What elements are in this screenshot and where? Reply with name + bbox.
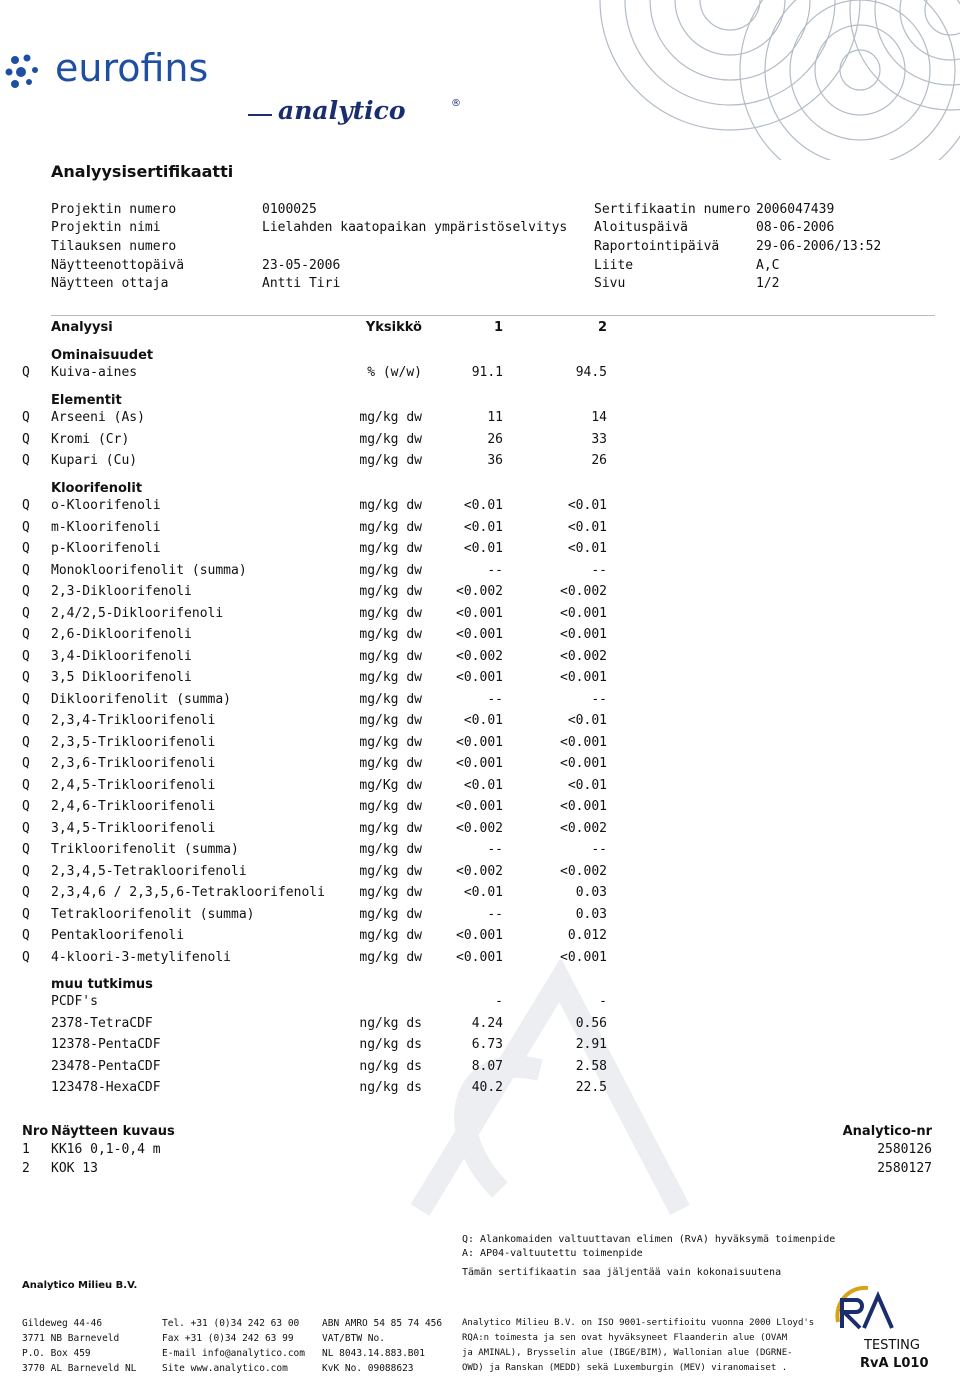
row-q-flag: Q	[22, 949, 30, 965]
row-q-flag: Q	[22, 648, 30, 664]
rva-testing: TESTING	[864, 1338, 920, 1353]
row-analysis-name: 2,3,4,5-Tetrakloorifenoli	[51, 863, 247, 879]
table-row	[0, 842, 960, 863]
table-row	[0, 692, 960, 713]
row-q-flag: Q	[22, 562, 30, 578]
row-unit: mg/kg dw	[359, 713, 422, 728]
footer-line: P.O. Box 459	[22, 1348, 91, 1359]
row-q-flag: Q	[22, 756, 30, 771]
row-q-flag: Q	[22, 627, 30, 642]
row-value-1: <0.002	[456, 648, 503, 664]
row-unit: mg/kg dw	[359, 648, 422, 664]
row-unit: mg/kg dw	[359, 842, 422, 857]
row-value-2: <0.001	[560, 670, 607, 685]
table-row	[0, 670, 960, 691]
row-value-1: <0.001	[456, 605, 503, 621]
row-analysis-name: 2,4/2,5-Dikloorifenoli	[51, 605, 224, 621]
table-row	[0, 756, 960, 777]
row-value-2: <0.01	[567, 541, 607, 556]
row-value-2: <0.001	[560, 756, 607, 771]
section-title: Kloorifenolit	[51, 481, 143, 496]
table-row	[0, 907, 960, 928]
row-analysis-name: Dikloorifenolit (summa)	[51, 691, 232, 707]
row-unit: mg/kg dw	[359, 670, 422, 685]
table-row	[0, 713, 960, 734]
footer-line: NL 8043.14.883.B01	[322, 1348, 425, 1359]
row-q-flag: Q	[22, 498, 30, 513]
table-row	[0, 928, 960, 949]
row-value-1: <0.001	[456, 756, 503, 771]
rva-code: RvA L010	[860, 1356, 929, 1371]
row-analysis-name: Arseeni (As)	[51, 410, 145, 425]
row-value-1: <0.001	[456, 799, 503, 814]
row-value-2: --	[591, 562, 607, 578]
row-analysis-name: Tetrakloorifenolit (summa)	[51, 906, 255, 922]
samples-nro-header: Nro	[22, 1124, 49, 1139]
row-analysis-name: 2,3,6-Trikloorifenoli	[51, 756, 216, 771]
row-analysis-name: 4-kloori-3-metylifenoli	[51, 949, 232, 965]
footer-line: VAT/BTW No.	[322, 1333, 385, 1344]
footer-line: KvK No. 09088623	[322, 1363, 414, 1374]
sample-code: 2580127	[877, 1161, 932, 1176]
row-analysis-name: 3,4-Dikloorifenoli	[51, 648, 192, 664]
row-analysis-name: 123478-HexaCDF	[51, 1080, 161, 1095]
row-value-2: 0.012	[567, 928, 607, 943]
row-analysis-name: 2,3,5-Trikloorifenoli	[51, 734, 216, 750]
row-value-1: <0.01	[463, 885, 503, 900]
row-q-flag: Q	[22, 928, 30, 943]
row-q-flag: Q	[22, 431, 30, 447]
table-row	[0, 365, 960, 386]
table-row	[0, 563, 960, 584]
meta-label: Aloituspäivä	[594, 220, 688, 235]
row-analysis-name: Monokloorifenolit (summa)	[51, 562, 247, 578]
note-q: Q: Alankomaiden valtuuttavan elimen (RvA) hyväksymä toimenpide	[462, 1234, 836, 1245]
row-q-flag: Q	[22, 777, 30, 793]
analytico-logo	[248, 98, 468, 128]
row-value-1: -	[495, 994, 503, 1009]
meta-value: A,C	[756, 258, 780, 273]
row-value-2: <0.001	[560, 799, 607, 814]
row-value-1: <0.01	[463, 519, 503, 535]
row-unit: mg/kg dw	[359, 584, 422, 599]
row-value-1: <0.001	[456, 949, 503, 965]
row-unit: ng/kg ds	[359, 1037, 422, 1052]
row-unit: mg/kg dw	[359, 799, 422, 814]
row-analysis-name: 3,5 Dikloorifenoli	[51, 670, 192, 685]
row-analysis-name: 2,3,4-Trikloorifenoli	[51, 713, 216, 728]
meta-value: Antti Tiri	[262, 276, 341, 291]
footer-line: 3771 NB Barneveld	[22, 1333, 120, 1344]
row-value-2: 2.58	[575, 1058, 607, 1074]
table-row	[0, 1037, 960, 1058]
sample-row	[0, 1161, 960, 1182]
row-unit: mg/kg dw	[359, 541, 422, 556]
meta-label: Sertifikaatin numero	[594, 202, 751, 217]
table-row	[0, 410, 960, 431]
row-value-2: <0.002	[560, 648, 607, 664]
footer-line: Gildeweg 44-46	[22, 1318, 103, 1329]
row-unit: mg/kg dw	[359, 734, 422, 750]
meta-label: Raportointipäivä	[594, 239, 720, 254]
sample-row	[0, 1142, 960, 1163]
table-row	[0, 627, 960, 648]
row-unit: mg/kg dw	[359, 453, 422, 468]
section-title: Elementit	[51, 393, 122, 408]
table-row	[0, 1059, 960, 1080]
row-value-2: <0.001	[560, 605, 607, 621]
registered-mark: ®	[451, 98, 461, 109]
row-q-flag: Q	[22, 365, 30, 380]
row-value-2: 0.03	[575, 906, 607, 922]
row-unit: mg/kg dw	[359, 691, 422, 707]
row-value-2: <0.01	[567, 777, 607, 793]
row-unit: ng/kg ds	[359, 1058, 422, 1074]
row-q-flag: Q	[22, 541, 30, 556]
footer-line: ABN AMRO 54 85 74 456	[322, 1318, 443, 1329]
row-unit: mg/kg dw	[359, 906, 422, 922]
row-analysis-name: 12378-PentaCDF	[51, 1037, 161, 1052]
row-value-2: 22.5	[575, 1080, 607, 1095]
row-unit: mg/kg dw	[359, 605, 422, 621]
row-value-1: 11	[487, 410, 503, 425]
row-value-1: 36	[487, 453, 503, 468]
sample-desc: KOK 13	[51, 1161, 98, 1176]
table-row	[0, 520, 960, 541]
note-a: A: AP04-valtuutettu toimenpide	[462, 1248, 643, 1259]
row-value-1: <0.01	[463, 713, 503, 728]
row-value-1: <0.01	[463, 777, 503, 793]
row-value-1: <0.002	[456, 584, 503, 599]
row-analysis-name: m-Kloorifenoli	[51, 519, 161, 535]
analytico-rule	[248, 114, 272, 116]
row-unit: mg/kg dw	[359, 431, 422, 447]
row-unit: mg/Kg dw	[359, 777, 422, 793]
row-value-1: 26	[487, 431, 503, 447]
table-row	[0, 864, 960, 885]
table-row	[0, 541, 960, 562]
row-value-1: <0.001	[456, 670, 503, 685]
row-unit: mg/kg dw	[359, 756, 422, 771]
header-divider	[51, 315, 935, 316]
table-row	[0, 735, 960, 756]
meta-value: Lielahden kaatopaikan ympäristöselvitys	[262, 220, 568, 235]
footer-line: 3770 AL Barneveld NL	[22, 1363, 137, 1374]
footer-line: OWD) ja Ranskan (MEDD) sekä Luxemburgin (MEV) viranomaiset .	[462, 1363, 788, 1373]
row-q-flag: Q	[22, 842, 30, 857]
row-value-1: 8.07	[471, 1058, 503, 1074]
row-value-1: <0.002	[456, 863, 503, 879]
footer-bank	[322, 1316, 442, 1376]
row-q-flag: Q	[22, 713, 30, 728]
footer-address	[22, 1316, 136, 1376]
row-value-2: --	[591, 842, 607, 857]
sample-code: 2580126	[877, 1142, 932, 1157]
sample-nro: 2	[22, 1161, 30, 1176]
row-q-flag: Q	[22, 863, 30, 879]
row-value-2: 94.5	[575, 365, 607, 380]
meta-value: 23-05-2006	[262, 258, 341, 273]
table-row	[0, 1016, 960, 1037]
row-value-1: 4.24	[471, 1015, 503, 1031]
row-value-1: <0.01	[463, 498, 503, 513]
table-row	[0, 498, 960, 519]
footer-contact	[162, 1316, 305, 1376]
table-row	[0, 584, 960, 605]
row-analysis-name: Kuiva-aines	[51, 365, 138, 380]
rva-logo	[826, 1282, 936, 1374]
header-analysis: Analyysi	[51, 320, 113, 335]
row-value-2: <0.01	[567, 713, 607, 728]
footer-line: ja AMINAL), Brysselin alue (IBGE/BIM), Wallonian alue (DGRNE-	[462, 1348, 793, 1358]
row-q-flag: Q	[22, 453, 30, 468]
row-analysis-name: Kupari (Cu)	[51, 453, 138, 468]
table-row	[0, 885, 960, 906]
row-value-1: --	[487, 906, 503, 922]
row-value-2: 33	[591, 431, 607, 447]
row-q-flag: Q	[22, 670, 30, 685]
meta-label: Näytteen ottaja	[51, 276, 169, 291]
row-value-1: 40.2	[471, 1080, 503, 1095]
section-title: muu tutkimus	[51, 977, 153, 992]
row-analysis-name: 2378-TetraCDF	[51, 1015, 153, 1031]
sample-nro: 1	[22, 1142, 30, 1157]
footer-company: Analytico Milieu B.V.	[22, 1280, 138, 1291]
row-unit: % (w/w)	[367, 365, 422, 380]
row-unit: mg/kg dw	[359, 863, 422, 879]
row-value-2: <0.01	[567, 519, 607, 535]
meta-label: Liite	[594, 258, 634, 273]
meta-value: 08-06-2006	[756, 220, 835, 235]
row-q-flag: Q	[22, 410, 30, 425]
row-q-flag: Q	[22, 734, 30, 750]
row-analysis-name: 2,4,6-Trikloorifenoli	[51, 799, 216, 814]
row-analysis-name: 2,3-Dikloorifenoli	[51, 584, 192, 599]
row-value-1: <0.001	[456, 627, 503, 642]
row-unit: mg/kg dw	[359, 519, 422, 535]
footer-line: Fax +31 (0)34 242 63 99	[162, 1333, 294, 1344]
row-unit: mg/kg dw	[359, 820, 422, 836]
analytico-wordmark: analytico	[278, 96, 406, 125]
row-value-1: <0.002	[456, 820, 503, 836]
row-value-2: <0.002	[560, 820, 607, 836]
table-row	[0, 1080, 960, 1101]
table-row	[0, 649, 960, 670]
meta-label: Sivu	[594, 276, 626, 291]
row-unit: mg/kg dw	[359, 627, 422, 642]
footer-line: RQA:n toimesta ja sen ovat hyväksyneet Flaanderin alue (OVAM	[462, 1333, 788, 1343]
header-col1: 1	[493, 320, 503, 335]
table-row	[0, 778, 960, 799]
page-title: Analyysisertifikaatti	[51, 162, 234, 181]
table-header	[0, 320, 960, 341]
footer-line: Tel. +31 (0)34 242 63 00	[162, 1318, 300, 1329]
row-value-2: 2.91	[575, 1037, 607, 1052]
row-analysis-name: o-Kloorifenoli	[51, 498, 161, 513]
table-row	[0, 606, 960, 627]
row-value-2: <0.002	[560, 584, 607, 599]
row-value-2: <0.001	[560, 627, 607, 642]
row-value-1: <0.01	[463, 541, 503, 556]
meta-label: Näytteenottopäivä	[51, 258, 185, 273]
meta-label: Projektin numero	[51, 202, 177, 217]
row-value-1: <0.001	[456, 734, 503, 750]
row-value-2: <0.001	[560, 734, 607, 750]
row-unit: mg/kg dw	[359, 885, 422, 900]
table-row	[0, 432, 960, 453]
samples-desc-header: Näytteen kuvaus	[51, 1124, 175, 1139]
samples-code-header: Analytico-nr	[842, 1124, 932, 1139]
row-unit: mg/kg dw	[359, 410, 422, 425]
row-value-2: --	[591, 691, 607, 707]
sample-desc: KK16 0,1-0,4 m	[51, 1142, 161, 1157]
footer-line: E-mail info@analytico.com	[162, 1348, 305, 1359]
row-unit: ng/kg ds	[359, 1015, 422, 1031]
row-q-flag: Q	[22, 605, 30, 621]
table-row	[0, 821, 960, 842]
row-value-2: <0.001	[560, 949, 607, 965]
row-value-1: 91.1	[471, 365, 503, 380]
row-q-flag: Q	[22, 584, 30, 599]
meta-value: 1/2	[756, 276, 780, 291]
header-col2: 2	[597, 320, 607, 335]
row-q-flag: Q	[22, 519, 30, 535]
row-value-1: --	[487, 842, 503, 857]
row-q-flag: Q	[22, 885, 30, 900]
eurofins-mark-icon	[5, 52, 49, 92]
footer-line: Analytico Milieu B.V. on ISO 9001-sertifioitu vuonna 2000 Lloyd's	[462, 1318, 815, 1328]
row-analysis-name: 2,4,5-Trikloorifenoli	[51, 777, 216, 793]
meta-value: 2006047439	[756, 202, 835, 217]
footer-cert	[462, 1316, 814, 1376]
row-analysis-name: 3,4,5-Trikloorifenoli	[51, 820, 216, 836]
row-analysis-name: 2,6-Dikloorifenoli	[51, 627, 192, 642]
note-full: Tämän sertifikaatin saa jäljentää vain kokonaisuutena	[462, 1267, 782, 1278]
table-row	[0, 799, 960, 820]
row-q-flag: Q	[22, 799, 30, 814]
table-row	[0, 950, 960, 971]
row-value-1: --	[487, 691, 503, 707]
meta-label: Tilauksen numero	[51, 239, 177, 254]
ring-decoration	[560, 0, 960, 160]
row-unit: mg/kg dw	[359, 498, 422, 513]
row-analysis-name: p-Kloorifenoli	[51, 541, 161, 556]
row-analysis-name: Pentakloorifenoli	[51, 928, 185, 943]
row-value-2: 26	[591, 453, 607, 468]
row-unit: mg/kg dw	[359, 562, 422, 578]
row-q-flag: Q	[22, 906, 30, 922]
row-unit: mg/kg dw	[359, 949, 422, 965]
row-q-flag: Q	[22, 820, 30, 836]
meta-label: Projektin nimi	[51, 220, 161, 235]
row-q-flag: Q	[22, 691, 30, 707]
row-analysis-name: Trikloorifenolit (summa)	[51, 842, 239, 857]
row-unit: mg/kg dw	[359, 928, 422, 943]
row-analysis-name: 2,3,4,6 / 2,3,5,6-Tetrakloorifenoli	[51, 885, 325, 900]
row-value-1: 6.73	[471, 1037, 503, 1052]
section-title: Ominaisuudet	[51, 348, 154, 363]
eurofins-wordmark: eurofins	[55, 46, 209, 90]
row-value-1: <0.001	[456, 928, 503, 943]
meta-value: 29-06-2006/13:52	[756, 239, 882, 254]
row-analysis-name: 23478-PentaCDF	[51, 1058, 161, 1074]
table-row	[0, 453, 960, 474]
footer-line: Site www.analytico.com	[162, 1363, 288, 1374]
row-analysis-name: Kromi (Cr)	[51, 431, 130, 447]
meta-value: 0100025	[262, 202, 317, 217]
table-row	[0, 994, 960, 1015]
row-value-2: <0.01	[567, 498, 607, 513]
row-value-2: <0.002	[560, 863, 607, 879]
row-value-2: 14	[591, 410, 607, 425]
row-value-2: -	[599, 994, 607, 1009]
rva-mark-icon	[832, 1282, 898, 1334]
row-value-2: 0.03	[575, 885, 607, 900]
row-analysis-name: PCDF's	[51, 994, 98, 1009]
header-unit: Yksikkö	[365, 320, 422, 335]
row-unit: ng/kg ds	[359, 1080, 422, 1095]
row-value-1: --	[487, 562, 503, 578]
row-value-2: 0.56	[575, 1015, 607, 1031]
